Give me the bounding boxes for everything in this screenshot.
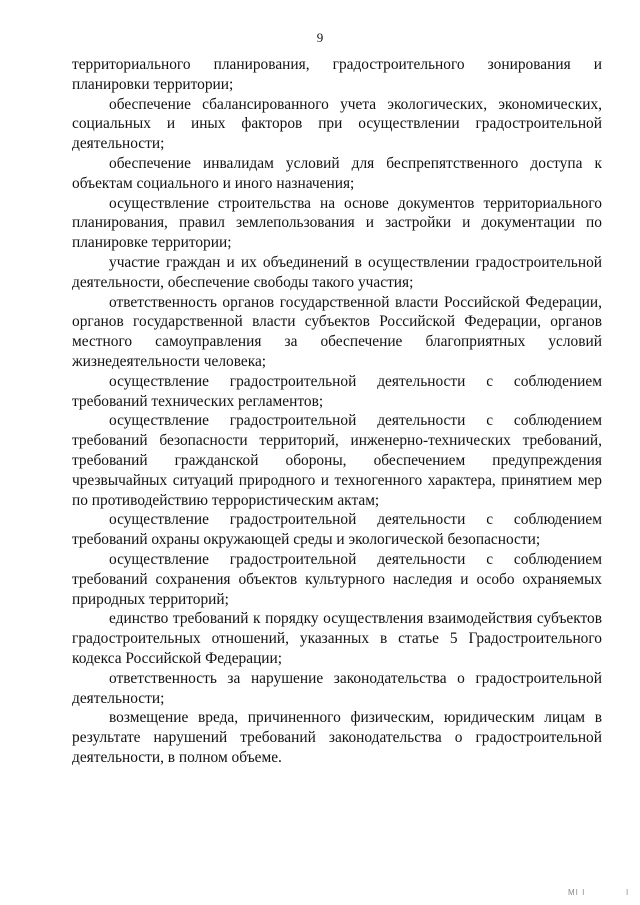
paragraph-technical-regulations: осуществление градостроительной деятельности с соблюдением требований технических регламентов; <box>72 372 602 410</box>
paragraph-accessibility: обеспечение инвалидам условий для беспрепятственного доступа к объектам социального и иного назначения; <box>72 154 602 192</box>
footer-scan-tick: I <box>626 888 629 897</box>
paragraph-authority-responsibility: ответственность органов государственной власти Российской Федерации, органов государственной власти субъектов Российской Федерации, органов местного самоуправления за обеспечение благоприятных условий жизнедеятельности человека; <box>72 293 602 370</box>
paragraph-citizen-participation: участие граждан и их объединений в осуществлении градостроительной деятельности, обеспечение свободы такого участия; <box>72 253 602 291</box>
paragraph-legal-liability: ответственность за нарушение законодательства о градостроительной деятельности; <box>72 669 602 707</box>
paragraph-damage-compensation: возмещение вреда, причиненного физическим, юридическим лицам в результате нарушений требований законодательства о градостроительной деятельности, в полном объеме. <box>72 709 602 766</box>
paragraph-cultural-heritage: осуществление градостроительной деятельности с соблюдением требований сохранения объектов культурного наследия и особо охраняемых природных территорий; <box>72 550 602 608</box>
paragraph-balanced-factors: обеспечение сбалансированного учета экологических, экономических, социальных и иных факторов при осуществлении градостроительной деятельности; <box>72 95 602 153</box>
paragraph-construction-basis: осуществление строительства на основе документов территориального планирования, правил землепользования и застройки и документации по планировке территории; <box>72 194 602 252</box>
paragraph-continuation: территориального планирования, градостроительного зонирования и планировки территории; <box>72 56 602 93</box>
footer-scan-mark: MI I <box>568 888 586 897</box>
paragraph-territory-safety: осуществление градостроительной деятельности с соблюдением требований безопасности территорий, инженерно-технических требований, требований гражданской обороны, обеспечением предупреждения чрезвычайных ситуаций природного и техногенного характера, принятием мер по противодействию террористическим актам; <box>72 412 602 509</box>
paragraph-environment-protection: осуществление градостроительной деятельности с соблюдением требований охраны окружающей среды и экологической безопасности; <box>72 511 602 549</box>
paragraph-unified-requirements: единство требований к порядку осуществления взаимодействия субъектов градостроительных отношений, указанных в статье 5 Градостроительного кодекса Российской Федерации; <box>72 610 602 667</box>
document-body <box>72 55 602 768</box>
page-number: 9 <box>316 30 324 45</box>
